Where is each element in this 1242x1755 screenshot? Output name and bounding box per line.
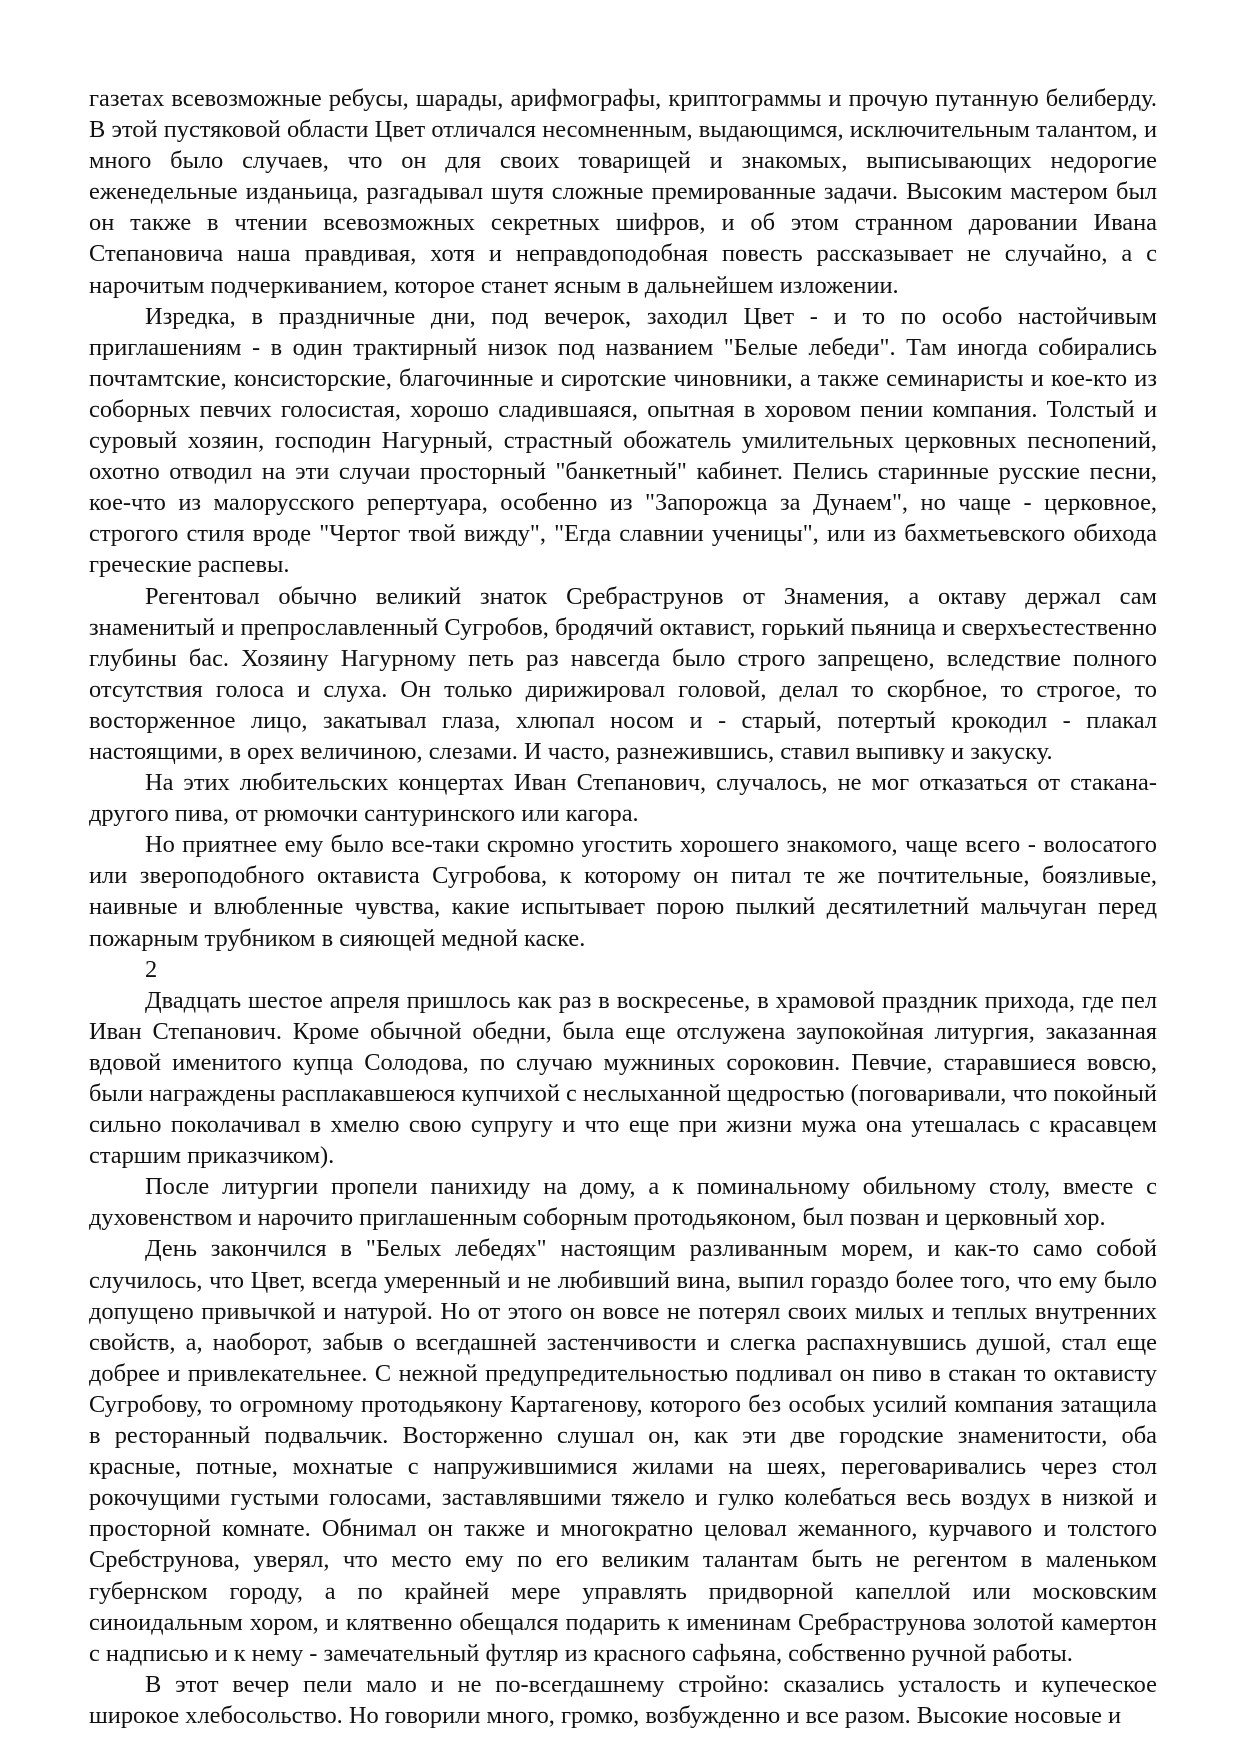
paragraph-8: День закончился в "Белых лебедях" настоящим разливанным морем, и как-то само собой случилось, что Цвет, всегда умеренный и не любивший вина, выпил гораздо более того, что ему было допущено привычкой и натурой. Но от этого он вовсе не потерял своих милых и теплых внутренних свойств, а, наоборот, забыв о всегдашней застенчивости и слегка распахнувшись душой, стал еще добрее и привлекательнее. С нежной предупредительностью подливал он пиво в стакан то октависту Сугробову, то огромному протодьякону Картагенову, которого без особых усилий компания затащила в ресторанный подвальчик. Восторженно слушал он, как эти две городские знаменитости, оба красные, потные, мохнатые с напружившимися жилами на шеях, переговаривались через стол рокочущими густыми голосами, заставлявшими тяжело и гулко колебаться весь воздух в низкой и просторной комнате. Обнимал он также и многократно целовал жеманного, курчавого и толстого Сребструнова, уверял, что место ему по его великим талантам быть не регентом в маленьком губернском городу, а по крайней мере управлять придворной капеллой или московским синоидальным хором, и клятвенно обещался подарить к именинам Сребраструнова золотой камертон с надписью и к нему - замечательный футляр из красного сафьяна, собственно ручной работы. xyxy=(89,1235,1157,1667)
paragraph-1: газетах всевозможные ребусы, шарады, арифмографы, криптограммы и прочую путанную белиберду. В этой пустяковой области Цвет отличался несомненным, выдающимся, исключительным талантом, и много было случаев, что он для своих товарищей и знакомых, выписывающих недорогие еженедельные изданьица, разгадывал шутя сложные премированные задачи. Высоким мастером был он также в чтении всевозможных секретных шифров, и об этом странном даровании Ивана Степановича наша правдивая, хотя и неправдоподобная повесть рассказывает не случайно, а с нарочитым подчеркиванием, которое станет ясным в дальнейшем изложении. xyxy=(89,85,1157,299)
paragraph-9: В этот вечер пели мало и не по-всегдашнему стройно: сказались усталость и купеческое широкое хлебосольство. Но говорили много, громко, возбужденно и все разом. Высокие носовые и xyxy=(89,1670,1157,1729)
paragraph-3: Регентовал обычно великий знаток Сребраструнов от Знамения, а октаву держал сам знаменитый и препрославленный Сугробов, бродячий октавист, горький пьяница и сверхъестественно глубины бас. Хозяину Нагурному петь раз навсегда было строго запрещено, вследствие полного отсутствия голоса и слуха. Он только дирижировал головой, делал то скорбное, то строгое, то восторженное лицо, закатывал глаза, хлюпал носом и - старый, потертый крокодил - плакал настоящими, в орех величиною, слезами. И часто, разнежившись, ставил выпивку и закуску. xyxy=(89,582,1157,765)
document-page xyxy=(89,83,1157,1731)
section-number: 2 xyxy=(145,955,158,983)
paragraph-7: После литургии пропели панихиду на дому, а к поминальному обильному столу, вместе с духовенством и нарочито приглашенным соборным протодьяконом, был позван и церковный хор. xyxy=(89,1173,1157,1232)
paragraph-6: Двадцать шестое апреля пришлось как раз в воскресенье, в храмовой праздник прихода, где пел Иван Степанович. Кроме обычной обедни, была еще отслужена заупокойная литургия, заказанная вдовой именитого купца Солодова, по случаю мужниных сороковин. Певчие, старавшиеся вовсю, были награждены расплакавшеюся купчихой с неслыханной щедростью (поговаривали, что покойный сильно поколачивал в хмелю свою супругу и что еще при жизни мужа она утешалась с красавцем старшим приказчиком). xyxy=(89,986,1157,1170)
paragraph-5: Но приятнее ему было все-таки скромно угостить хорошего знакомого, чаще всего - волосатого или звероподобного октависта Сугробова, к которому он питал те же почтительные, боязливые, наивные и влюбленные чувства, какие испытывает порою пылкий десятилетний мальчуган перед пожарным трубником в сияющей медной каске. xyxy=(89,831,1157,952)
paragraph-4: На этих любительских концертах Иван Степанович, случалось, не мог отказаться от стакана-другого пива, от рюмочки сантуринского или кагора. xyxy=(89,769,1157,828)
paragraph-2: Изредка, в праздничные дни, под вечерок, заходил Цвет - и то по особо настойчивым приглашениям - в один трактирный низок под названием "Белые лебеди". Там иногда собирались почтамтские, консисторские, благочинные и сиротские чиновники, а также семинаристы и кое-кто из соборных певчих голосистая, хорошо сладившаяся, опытная в хоровом пении компания. Толстый и суровый хозяин, господин Нагурный, страстный обожатель умилительных церковных песнопений, охотно отводил на эти случаи просторный "банкетный" кабинет. Пелись старинные русские песни, кое-что из малорусского репертуара, особенно из "Запорожца за Дунаем", но чаще - церковное, строгого стиля вроде "Чертог твой вижду", "Егда славнии ученицы", или из бахметьевского обихода греческие распевы. xyxy=(89,302,1157,579)
